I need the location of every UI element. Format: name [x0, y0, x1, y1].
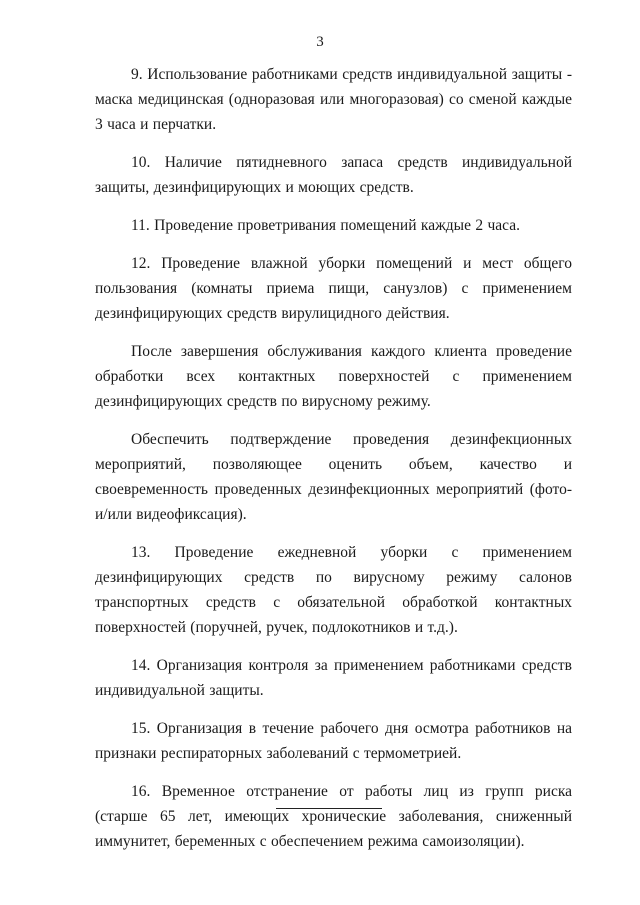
paragraph-item-16: 16. Временное отстранение от работы лиц из групп риска (старше 65 лет, имеющих хронические заболевания, сниженный иммунитет, беременных с обеспечением режима самоизоляции). [95, 783, 572, 850]
paragraph-item-13: 13. Проведение ежедневной уборки с применением дезинфицирующих средств по вирусному режиму салонов транспортных средств с обязательной обработкой контактных поверхностей (поручней, ручек, подлокотников и т.д.). [95, 544, 572, 636]
paragraph-item-12: 12. Проведение влажной уборки помещений и мест общего пользования (комнаты приема пищи, санузлов) с применением дезинфицирующих средств вирулицидного действия. [95, 255, 572, 322]
paragraph-item-9: 9. Использование работниками средств индивидуальной защиты - маска медицинская (одноразовая или многоразовая) со сменой каждые 3 часа и перчатки. [95, 66, 572, 133]
paragraph-item-15: 15. Организация в течение рабочего дня осмотра работников на признаки респираторных заболеваний с термометрией. [95, 720, 572, 762]
paragraph-item-10: 10. Наличие пятидневного запаса средств индивидуальной защиты, дезинфицирующих и моющих средств. [95, 154, 572, 196]
paragraph-item-11: 11. Проведение проветривания помещений каждые 2 часа. [131, 217, 520, 234]
paragraph-item-14: 14. Организация контроля за применением работниками средств индивидуальной защиты. [95, 657, 572, 699]
document-body [95, 62, 572, 867]
page-number: 3 [316, 34, 324, 50]
end-divider-line [276, 808, 382, 809]
paragraph-client-service: После завершения обслуживания каждого клиента проведение обработки всех контактных поверхностей с применением дезинфицирующих средств по вирусному режиму. [95, 343, 572, 410]
paragraph-confirmation: Обеспечить подтверждение проведения дезинфекционных мероприятий, позволяющее оценить объем, качество и своевременность проведенных дезинфекционных мероприятий (фото- и/или видеофиксация). [95, 431, 572, 523]
